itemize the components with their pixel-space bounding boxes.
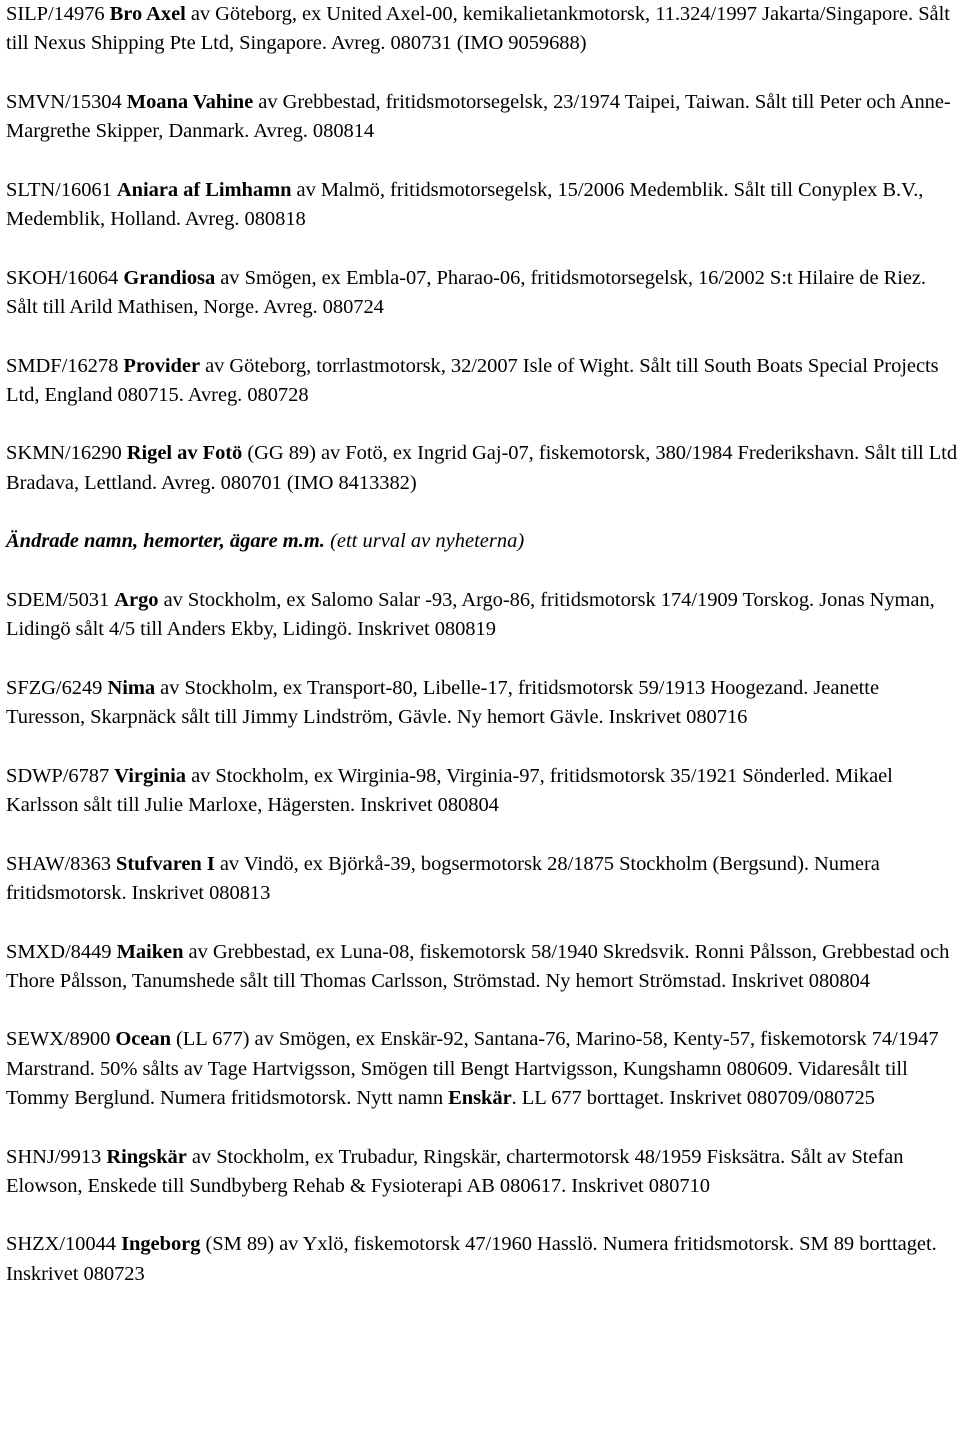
ship-name: Rigel av Fotö — [126, 442, 243, 465]
entry-details: av Stockholm, ex Wirginia-98, Virginia-97, fritidsmotorsk 35/1921 Sönderled. Mikael Karlsson sålt till Julie Marloxe, Hägersten. Inskrivet 080804 — [6, 764, 893, 817]
entry-details: av Göteborg, ex United Axel-00, kemikalietankmotorsk, 11.324/1997 Jakarta/Singapore. Sålt till Nexus Shipping Pte Ltd, Singapore. Avreg. 080731 (IMO 9059688) — [6, 3, 950, 55]
entry-details: av Grebbestad, fritidsmotorsegelsk, 23/1974 Taipei, Taiwan. Sålt till Peter och Anne-Margrethe Skipper, Danmark. Avreg. 080814 — [6, 90, 951, 143]
entry-prefix: SDWP/6787 — [6, 764, 115, 787]
ship-entry — [6, 1143, 958, 1202]
spacer — [6, 234, 958, 263]
entry-prefix: SKOH/16064 — [6, 266, 124, 289]
entry-prefix: SEWX/8900 — [6, 1028, 116, 1051]
ship-entry — [6, 352, 958, 411]
ship-name: Argo — [114, 588, 159, 611]
ship-entry — [6, 439, 958, 498]
entry-details: av Stockholm, ex Transport-80, Libelle-17, fritidsmotorsk 59/1913 Hoogezand. Jeanette Turesson, Skarpnäck sålt till Jimmy Lindström, Gävle. Ny hemort Gävle. Inskrivet 080716 — [6, 676, 879, 729]
spacer — [6, 322, 958, 351]
entry-details: av Göteborg, torrlastmotorsk, 32/2007 Isle of Wight. Sålt till South Boats Special Projects Ltd, England 080715. Avreg. 080728 — [6, 354, 939, 406]
entry-details: av Stockholm, ex Trubadur, Ringskär, chartermotorsk 48/1959 Fisksätra. Sålt av Stefan Elowson, Enskede till Sundbyberg Rehab & Fysioterapi AB 080617. Inskrivet 080710 — [6, 1145, 904, 1197]
entry-prefix: SILP/14976 — [6, 3, 110, 25]
entry-prefix: SKMN/16290 — [6, 442, 127, 465]
spacer — [6, 908, 958, 937]
ship-name: Grandiosa — [123, 266, 216, 289]
section-heading-bold: Ändrade namn, hemorter, ägare m.m. — [6, 530, 325, 553]
spacer — [6, 732, 958, 761]
spacer — [6, 645, 958, 674]
entry-details: av Malmö, fritidsmotorsegelsk, 15/2006 Medemblik. Sålt till Conyplex B.V., Medemblik, Holland. Avreg. 080818 — [6, 178, 924, 231]
ship-name: Ringskär — [106, 1145, 187, 1168]
entry-details-end: . LL 677 borttaget. Inskrivet 080709/080725 — [511, 1086, 875, 1109]
ship-name: Bro Axel — [109, 3, 186, 25]
entry-details: (SM 89) av Yxlö, fiskemotorsk 47/1960 Hasslö. Numera fritidsmotorsk. SM 89 borttaget. Inskrivet 080723 — [6, 1233, 937, 1285]
ship-name: Maiken — [116, 940, 184, 963]
ship-name: Virginia — [114, 764, 187, 787]
spacer — [6, 498, 958, 527]
ship-entry — [6, 176, 958, 235]
spacer — [6, 557, 958, 586]
spacer — [6, 820, 958, 849]
ship-name: Stufvaren I — [116, 852, 215, 875]
entry-prefix: SHNJ/9913 — [6, 1145, 107, 1168]
ship-entry — [6, 586, 958, 645]
spacer — [6, 1113, 958, 1142]
ship-name: Ocean — [115, 1028, 171, 1051]
ship-name: Moana Vahine — [126, 90, 254, 113]
entry-details: (LL 677) av Smögen, ex Enskär-92, Santana-76, Marino-58, Kenty-57, fiskemotorsk 74/1947 Marstrand. 50% sålts av Tage Hartvigsson, Smögen till Bengt Hartvigsson, Kungshamn 080609. Vidaresålt till Tommy Berglund. Numera fritidsmotorsk. Nytt namn — [6, 1028, 939, 1109]
entry-details: (GG 89) av Fotö, ex Ingrid Gaj-07, fiskemotorsk, 380/1984 Frederikshavn. Sålt till Ltd Bradava, Lettland. Avreg. 080701 (IMO 8413382) — [6, 442, 958, 494]
spacer — [6, 996, 958, 1025]
entry-details: av Smögen, ex Embla-07, Pharao-06, fritidsmotorsegelsk, 16/2002 S:t Hilaire de Riez. Sålt till Arild Mathisen, Norge. Avreg. 080724 — [6, 266, 927, 318]
section-heading-note: (ett urval av nyheterna) — [324, 530, 525, 553]
entry-prefix: SMXD/8449 — [6, 940, 117, 963]
section-heading — [6, 527, 958, 556]
ship-entry — [6, 88, 958, 147]
ship-name: Ingeborg — [121, 1233, 201, 1256]
entry-prefix: SHZX/10044 — [6, 1233, 122, 1256]
spacer — [6, 1201, 958, 1230]
ship-name: Nima — [107, 676, 156, 699]
entry-prefix: SLTN/16061 — [6, 178, 117, 201]
ship-entry — [6, 264, 958, 323]
spacer — [6, 410, 958, 439]
entry-details: av Vindö, ex Björkå-39, bogsermotorsk 28/1875 Stockholm (Bergsund). Numera fritidsmotorsk. Inskrivet 080813 — [6, 852, 880, 904]
entry-prefix: SHAW/8363 — [6, 852, 117, 875]
ship-name: Aniara af Limhamn — [116, 178, 292, 201]
ship-name: Provider — [123, 354, 201, 377]
entry-prefix: SMVN/15304 — [6, 90, 127, 113]
entry-prefix: SFZG/6249 — [6, 676, 108, 699]
spacer — [6, 146, 958, 175]
entry-prefix: SDEM/5031 — [6, 588, 115, 611]
document-page — [6, 0, 958, 1289]
ship-entry — [6, 1230, 958, 1289]
new-ship-name: Enskär — [448, 1086, 512, 1109]
ship-entry — [6, 0, 958, 59]
ship-entry — [6, 762, 958, 821]
ship-entry — [6, 1025, 958, 1113]
spacer — [6, 59, 958, 88]
entry-details: av Grebbestad, ex Luna-08, fiskemotorsk 58/1940 Skredsvik. Ronni Pålsson, Grebbestad och Thore Pålsson, Tanumshede sålt till Thomas Carlsson, Strömstad. Ny hemort Strömstad. Inskrivet 080804 — [6, 940, 950, 992]
entry-prefix: SMDF/16278 — [6, 354, 124, 377]
ship-entry — [6, 674, 958, 733]
ship-entry — [6, 938, 958, 997]
entry-details: av Stockholm, ex Salomo Salar -93, Argo-86, fritidsmotorsk 174/1909 Torskog. Jonas Nyman, Lidingö sålt 4/5 till Anders Ekby, Lidingö. Inskrivet 080819 — [6, 588, 935, 641]
ship-entry — [6, 850, 958, 909]
